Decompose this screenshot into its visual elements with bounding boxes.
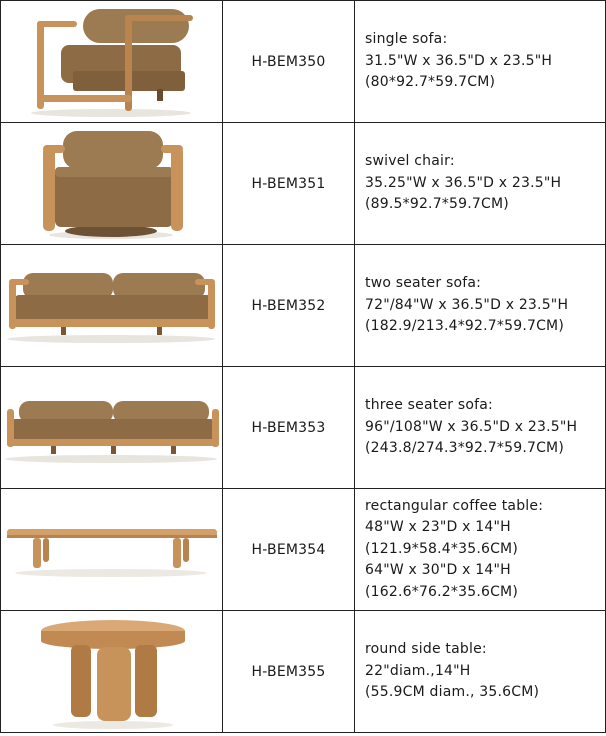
product-description [355,367,606,489]
product-code: H-BEM350 [223,1,355,123]
description-line: 48"W x 23"D x 14"H [365,519,511,536]
table-row [1,489,606,611]
product-image-cell [1,489,223,611]
description-line: (55.9CM diam., 35.6CM) [365,684,540,701]
product-image-cell [1,123,223,245]
description-line: (121.9*58.4*35.6CM) [365,540,519,557]
description-line: (89.5*92.7*59.7CM) [365,196,509,213]
product-description [355,611,606,733]
two-seater-sofa-photo [1,245,222,366]
single-sofa-photo [1,1,222,122]
product-code: H-BEM355 [223,611,355,733]
product-image-cell [1,367,223,489]
product-code: H-BEM352 [223,245,355,367]
description-line: rectangular coffee table: [365,497,544,514]
product-code: H-BEM351 [223,123,355,245]
table-row [1,245,606,367]
swivel-chair-photo [1,123,222,244]
description-line: 35.25"W x 36.5"D x 23.5"H [365,174,562,191]
three-seater-sofa-photo [1,367,222,488]
table-row [1,123,606,245]
description-line: round side table: [365,641,487,658]
table-row [1,611,606,733]
product-image-cell [1,1,223,123]
description-line: 96"/108"W x 36.5"D x 23.5"H [365,418,578,435]
description-line: 22"diam.,14"H [365,662,471,679]
description-line: 64"W x 30"D x 14"H [365,562,511,579]
description-line: three seater sofa: [365,397,493,414]
description-line: 72"/84"W x 36.5"D x 23.5"H [365,296,569,313]
product-code: H-BEM354 [223,489,355,611]
description-line: (80*92.7*59.7CM) [365,74,496,91]
description-line: swivel chair: [365,153,455,170]
product-image-cell [1,611,223,733]
product-description [355,1,606,123]
coffee-table-photo [1,489,222,610]
product-code: H-BEM353 [223,367,355,489]
description-line: (182.9/213.4*92.7*59.7CM) [365,318,564,335]
description-line: (162.6*76.2*35.6CM) [365,583,519,600]
table-row [1,367,606,489]
table-row [1,1,606,123]
description-line: 31.5"W x 36.5"D x 23.5"H [365,52,553,69]
description-line: two seater sofa: [365,275,482,292]
product-description [355,245,606,367]
product-image-cell [1,245,223,367]
description-line: single sofa: [365,31,448,48]
product-description [355,123,606,245]
description-line: (243.8/274.3*92.7*59.7CM) [365,440,564,457]
side-table-photo [1,611,222,732]
product-description [355,489,606,611]
